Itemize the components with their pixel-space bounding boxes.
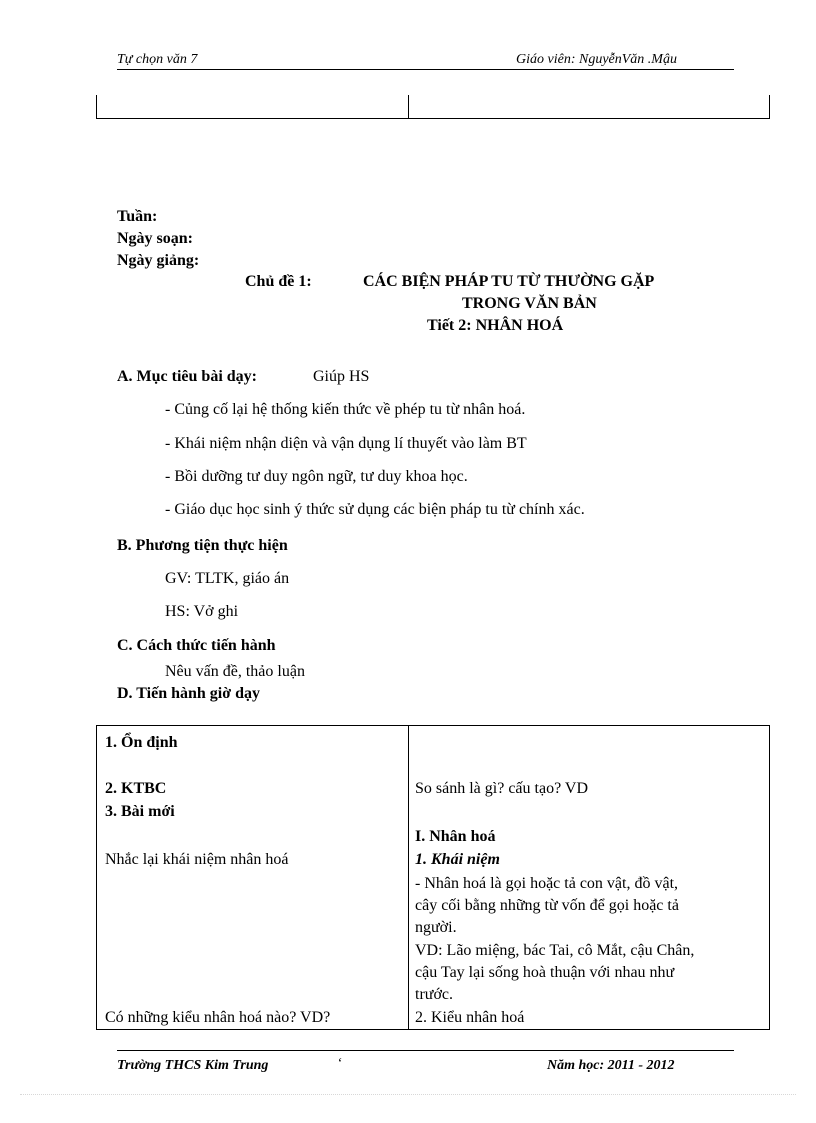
definition-text	[415, 873, 679, 939]
co-nhung-kieu: Có những kiểu nhân hoá nào? VD?	[105, 1009, 331, 1026]
header-left: Tự chọn văn 7	[117, 52, 198, 67]
khai-niem-heading: 1. Khái niệm	[415, 851, 500, 868]
example-line: trước.	[415, 986, 454, 1003]
topic-line-1: CÁC BIỆN PHÁP TU TỪ THƯỜNG GẶP	[363, 273, 655, 290]
top-table-fragment	[96, 95, 770, 119]
lesson-title: Tiết 2: NHÂN HOÁ	[427, 317, 564, 334]
section-a-item: - Củng cố lại hệ thống kiến thức về phép tu từ nhân hoá.	[165, 401, 526, 418]
example-line: VD: Lão miệng, bác Tai, cô Mắt, cậu Chân,	[415, 942, 695, 959]
footer-mark: ‘	[337, 1056, 342, 1071]
page-edge	[20, 1094, 796, 1095]
section-b-item: GV: TLTK, giáo án	[165, 570, 290, 587]
nhan-hoa-heading: I. Nhân hoá	[415, 828, 496, 845]
section-c-item: Nêu vấn đề, thảo luận	[165, 663, 305, 680]
section-b-heading: B. Phương tiện thực hiện	[117, 537, 288, 554]
header-rule	[117, 69, 734, 70]
week-label: Tuần:	[117, 208, 158, 225]
ktbc: 2. KTBC	[105, 780, 167, 797]
definition-line: - Nhân hoá là gọi hoặc tả con vật, đồ vật,	[415, 875, 679, 892]
footer-right: Năm học: 2011 - 2012	[547, 1058, 675, 1073]
topic-line-2: TRONG VĂN BẢN	[462, 295, 597, 312]
lesson-table-divider	[408, 726, 409, 1029]
bai-moi: 3. Bài mới	[105, 803, 175, 820]
section-a-item: - Giáo dục học sinh ý thức sử dụng các biện pháp tu từ chính xác.	[165, 501, 585, 518]
header-right: Giáo viên: NguyễnVăn .Mậu	[516, 52, 677, 67]
footer-rule	[117, 1050, 734, 1051]
section-a-heading: A. Mục tiêu bài dạy:	[117, 368, 257, 385]
so-sanh-question: So sánh là gì? cấu tạo? VD	[415, 780, 588, 797]
prep-date-label: Ngày soạn:	[117, 230, 194, 247]
on-dinh: 1. Ổn định	[105, 734, 178, 751]
topic-label: Chủ đề 1:	[245, 273, 312, 290]
lesson-table	[96, 725, 770, 1030]
teach-date-label: Ngày giảng:	[117, 252, 200, 269]
section-a-item: - Khái niệm nhận diện và vận dụng lí thuyết vào làm BT	[165, 435, 527, 452]
footer-left: Trường THCS Kim Trung	[117, 1058, 269, 1073]
example-text	[415, 940, 694, 1006]
definition-line: cây cối bằng những từ vốn để gọi hoặc tả	[415, 897, 679, 914]
section-b-item: HS: Vở ghi	[165, 603, 239, 620]
nhac-lai-khai-niem: Nhắc lại khái niệm nhân hoá	[105, 851, 289, 868]
section-a-sub: Giúp HS	[313, 368, 370, 385]
top-table-divider	[408, 95, 409, 118]
kieu-nhan-hoa: 2. Kiểu nhân hoá	[415, 1009, 525, 1026]
section-a-item: - Bồi dưỡng tư duy ngôn ngữ, tư duy khoa học.	[165, 468, 468, 485]
section-d-heading: D. Tiến hành giờ dạy	[117, 685, 260, 702]
section-c-heading: C. Cách thức tiến hành	[117, 637, 276, 654]
definition-line: người.	[415, 919, 457, 936]
example-line: cậu Tay lại sống hoà thuận với nhau như	[415, 964, 675, 981]
